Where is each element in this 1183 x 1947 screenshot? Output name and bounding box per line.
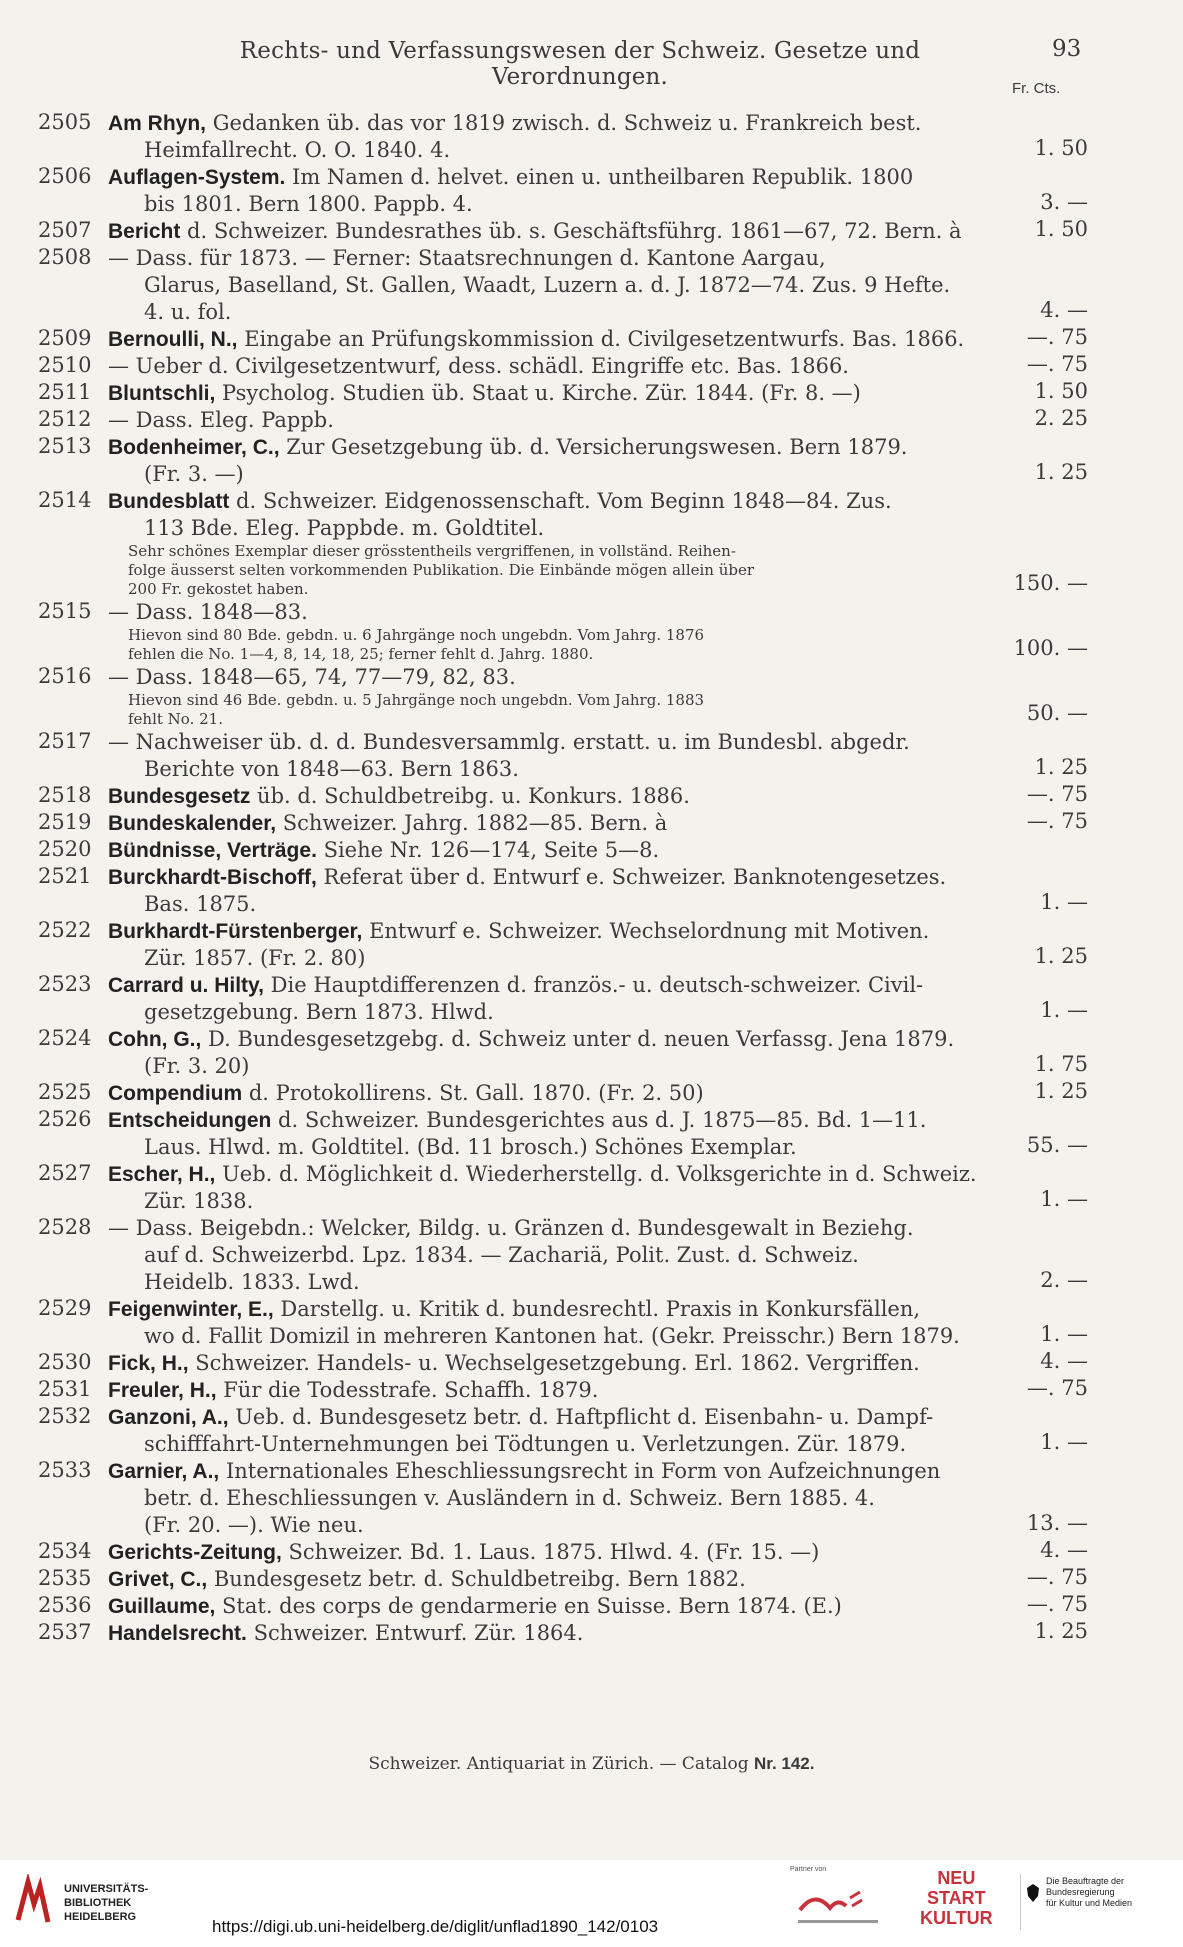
entry-line: [108, 1080, 1003, 1107]
catalog-entry: [0, 326, 1183, 353]
catalog-entry: [0, 810, 1183, 837]
entry-description: üb. d. Schuldbetreibg. u. Konkurs. 1886.: [250, 784, 690, 808]
entry-description: gesetzgebung. Bern 1873. Hlwd.: [144, 1000, 494, 1024]
entry-number: 2526: [38, 1107, 92, 1131]
entry-description: D. Bundesgesetzgebg. d. Schweiz unter d. neuen Verfassg. Jena 1879.: [201, 1027, 955, 1051]
entry-price: —. 75: [1026, 809, 1088, 833]
catalog-entry: [0, 837, 1183, 864]
entry-description: auf d. Schweizerbd. Lpz. 1834. — Zachariä, Polit. Zust. d. Schweiz.: [144, 1243, 859, 1267]
catalog-entry: [0, 380, 1183, 407]
entry-author: Compendium: [108, 1082, 243, 1105]
entry-price: 1. —: [1040, 890, 1088, 914]
entry-number: 2519: [38, 810, 92, 834]
entry-price: 1. 25: [1034, 944, 1088, 968]
entry-text: [108, 164, 1003, 218]
entry-text: [108, 664, 1003, 729]
entry-text: [108, 729, 1003, 783]
entry-text: [108, 488, 1003, 599]
entry-number: 2521: [38, 864, 92, 888]
entry-author: Bundeskalender,: [108, 812, 277, 835]
entry-description: betr. d. Eheschliessungen v. Ausländern in d. Schweiz. Bern 1885. 4.: [144, 1486, 875, 1510]
entry-description: — Nachweiser üb. d. d. Bundesversammlg. erstatt. u. im Bundesbl. abgedr.: [108, 730, 910, 754]
entry-author: Bodenheimer, C.,: [108, 436, 280, 459]
entry-text: [108, 972, 1003, 1026]
entry-number: 2523: [38, 972, 92, 996]
entry-text: [108, 1566, 1003, 1593]
entry-number: 2515: [38, 599, 92, 623]
entry-description: Zur Gesetzgebung üb. d. Versicherungswesen. Bern 1879.: [279, 435, 908, 459]
entry-author: Gerichts-Zeitung,: [108, 1541, 282, 1564]
catalog-entry: [0, 1080, 1183, 1107]
entry-description: Für die Todesstrafe. Schaffh. 1879.: [216, 1378, 599, 1402]
entry-number: 2505: [38, 110, 92, 134]
entry-number: 2514: [38, 488, 92, 512]
entry-line: [108, 191, 1003, 218]
entry-line: [108, 1188, 1003, 1215]
entry-line: [108, 1620, 1003, 1647]
entry-price: 1. 75: [1034, 1052, 1088, 1076]
entry-text: [108, 1161, 1003, 1215]
entry-line: [108, 110, 1003, 137]
entry-line: [108, 864, 1003, 891]
entry-description: Bas. 1875.: [144, 892, 257, 916]
entry-number: 2531: [38, 1377, 92, 1401]
entry-description: schifffahrt-Unternehmungen bei Tödtungen u. Verletzungen. Zür. 1879.: [144, 1432, 907, 1456]
catalog-entry: [0, 599, 1183, 664]
entry-number: 2506: [38, 164, 92, 188]
entry-line: [108, 664, 1003, 691]
entry-text: [108, 1215, 1003, 1296]
entry-price: 1. —: [1040, 998, 1088, 1022]
catalog-entry: [0, 164, 1183, 218]
entry-description: Zür. 1838.: [144, 1189, 254, 1213]
catalog-entry: [0, 1620, 1183, 1647]
page-number: 93: [1052, 36, 1082, 62]
entry-number: 2524: [38, 1026, 92, 1050]
catalog-entry: [0, 245, 1183, 326]
entry-line: [108, 353, 1003, 380]
entry-text: [108, 1350, 1003, 1377]
entry-line: [108, 461, 1003, 488]
entry-number: 2535: [38, 1566, 92, 1590]
entry-number: 2533: [38, 1458, 92, 1482]
entry-description: — Dass. Beigebdn.: Welcker, Bildg. u. Gränzen d. Bundesgewalt in Beziehg.: [108, 1216, 914, 1240]
entry-number: 2509: [38, 326, 92, 350]
entry-description: Eingabe an Prüfungskommission d. Civilgesetzentwurfs. Bas. 1866.: [237, 327, 965, 351]
entry-author: Grivet, C.,: [108, 1568, 208, 1591]
entry-description: (Fr. 3. —): [144, 462, 244, 486]
entry-text: [108, 1620, 1003, 1647]
entry-line: [108, 810, 1003, 837]
entry-text: [108, 1458, 1003, 1539]
entry-price: —. 75: [1026, 1565, 1088, 1589]
entry-text: [108, 326, 1003, 353]
entry-text: [108, 783, 1003, 810]
entry-description: Heimfallrecht. O. O. 1840. 4.: [144, 138, 451, 162]
entry-number: 2536: [38, 1593, 92, 1617]
entry-description: (Fr. 20. —). Wie neu.: [144, 1513, 364, 1537]
entry-number: 2522: [38, 918, 92, 942]
entry-price: 150. —: [1013, 571, 1088, 595]
entry-price: 3. —: [1040, 190, 1088, 214]
entry-line: [108, 1377, 1003, 1404]
entry-description: — Dass. 1848—83.: [108, 600, 308, 624]
entry-line: [108, 299, 1003, 326]
entry-line: [108, 137, 1003, 164]
entry-description: — Dass. 1848—65, 74, 77—79, 82, 83.: [108, 665, 516, 689]
catalog-entry: [0, 664, 1183, 729]
entry-line: [108, 999, 1003, 1026]
page-footer: [0, 1754, 1183, 1774]
federal-eagle-icon: [1024, 1882, 1042, 1904]
entry-line: [108, 1107, 1003, 1134]
entry-number: 2507: [38, 218, 92, 242]
footer-text: Schweizer. Antiquariat in Zürich. — Catalog: [368, 1754, 749, 1774]
entry-description: Glarus, Baselland, St. Gallen, Waadt, Luzern a. d. J. 1872—74. Zus. 9 Hefte.: [144, 273, 951, 297]
library-name[interactable]: UNIVERSITÄTS- BIBLIOTHEK HEIDELBERG: [64, 1883, 149, 1923]
catalog-entry: [0, 1026, 1183, 1080]
entry-line: [108, 1242, 1003, 1269]
entry-description: Entwurf e. Schweizer. Wechselordnung mit Motiven.: [362, 919, 930, 943]
entry-author: Am Rhyn,: [108, 112, 207, 135]
entry-line: [108, 1134, 1003, 1161]
entry-price: 50. —: [1026, 701, 1088, 725]
entry-author: Cohn, G.,: [108, 1028, 202, 1051]
entry-number: 2508: [38, 245, 92, 269]
entry-line: [108, 407, 1003, 434]
catalog-entry: [0, 1404, 1183, 1458]
entry-description: Internationales Eheschliessungsrecht in Form von Aufzeichnungen: [219, 1459, 941, 1483]
entry-price: 1. —: [1040, 1430, 1088, 1454]
entry-number: 2510: [38, 353, 92, 377]
entry-text: [108, 599, 1003, 664]
entry-line: [108, 1593, 1003, 1620]
entry-note: fehlt No. 21.: [128, 710, 223, 728]
entry-description: d. Schweizer. Bundesgerichtes aus d. J. 1875—85. Bd. 1—11.: [271, 1108, 927, 1132]
entry-number: 2537: [38, 1620, 92, 1644]
entry-line: [108, 1485, 1003, 1512]
neustart-kultur-logo[interactable]: NEU START KULTUR: [920, 1868, 993, 1928]
entry-author: Handelsrecht.: [108, 1622, 247, 1645]
entry-description: — Dass. Eleg. Pappb.: [108, 408, 334, 432]
entry-description: d. Protokollirens. St. Gall. 1870. (Fr. 2. 50): [242, 1081, 704, 1105]
entry-text: [108, 1080, 1003, 1107]
catalog-entry: [0, 488, 1183, 599]
entry-line: [108, 945, 1003, 972]
entry-price: 1. 25: [1034, 460, 1088, 484]
entry-text: [108, 110, 1003, 164]
entry-description: Schweizer. Jahrg. 1882—85. Bern. à: [276, 811, 668, 835]
entry-description: Zür. 1857. (Fr. 2. 80): [144, 946, 366, 970]
entry-price: —. 75: [1026, 1592, 1088, 1616]
entry-line: [108, 1512, 1003, 1539]
entry-number: 2528: [38, 1215, 92, 1239]
entry-line: [108, 1269, 1003, 1296]
entry-text: [108, 1026, 1003, 1080]
entry-price: 1. —: [1040, 1187, 1088, 1211]
catalog-entry: [0, 1458, 1183, 1539]
entry-author: Bundesgesetz: [108, 785, 251, 808]
entry-price: 2. 25: [1034, 406, 1088, 430]
entry-description: Schweizer. Handels- u. Wechselgesetzgebung. Erl. 1862. Vergriffen.: [188, 1351, 920, 1375]
entry-line: [108, 1404, 1003, 1431]
entry-description: bis 1801. Bern 1800. Pappb. 4.: [144, 192, 473, 216]
currency-column-label: Fr. Cts.: [1012, 80, 1061, 97]
footer-catalog-number: Nr. 142.: [754, 1754, 815, 1773]
entry-description: Die Hauptdifferenzen d. französ.- u. deutsch-schweizer. Civil-: [263, 973, 924, 997]
entry-price: 4. —: [1040, 1538, 1088, 1562]
entry-line: [108, 1350, 1003, 1377]
catalog-entry: [0, 407, 1183, 434]
entry-author: Bluntschli,: [108, 382, 216, 405]
entry-line: [108, 326, 1003, 353]
entry-description: Berichte von 1848—63. Bern 1863.: [144, 757, 519, 781]
entry-author: Escher, H.,: [108, 1163, 216, 1186]
entry-line: [108, 599, 1003, 626]
entry-author: Guillaume,: [108, 1595, 216, 1618]
entry-text: [108, 1593, 1003, 1620]
entry-author: Feigenwinter, E.,: [108, 1298, 274, 1321]
entry-line: [108, 756, 1003, 783]
catalog-entry: [0, 1566, 1183, 1593]
entry-price: 1. —: [1040, 1322, 1088, 1346]
entry-line: [108, 837, 1003, 864]
entry-text: [108, 1377, 1003, 1404]
entry-text: [108, 1107, 1003, 1161]
entry-price: 13. —: [1026, 1511, 1088, 1535]
entry-text: [108, 837, 1003, 864]
entry-price: 4. —: [1040, 298, 1088, 322]
catalog-entry: [0, 1107, 1183, 1161]
entry-line: [108, 891, 1003, 918]
entry-price: 1. 25: [1034, 1079, 1088, 1103]
entry-number: 2525: [38, 1080, 92, 1104]
entry-description: 4. u. fol.: [144, 300, 232, 324]
entry-author: Burkhardt-Fürstenberger,: [108, 920, 363, 943]
partner-label: Partner von: [790, 1866, 827, 1873]
entry-text: [108, 407, 1003, 434]
entry-line: [108, 1026, 1003, 1053]
entry-description: Ueb. d. Möglichkeit d. Wiederherstellg. d. Volksgerichte in d. Schweiz.: [215, 1162, 977, 1186]
catalog-entries: [0, 110, 1183, 1647]
entry-note: 200 Fr. gekostet haben.: [128, 580, 309, 598]
entry-text: [108, 864, 1003, 918]
entry-text: [108, 810, 1003, 837]
entry-number: 2534: [38, 1539, 92, 1563]
catalog-entry: [0, 218, 1183, 245]
entry-text: [108, 1404, 1003, 1458]
entry-price: 4. —: [1040, 1349, 1088, 1373]
entry-text: [108, 353, 1003, 380]
catalog-entry: [0, 1593, 1183, 1620]
entry-text: [108, 918, 1003, 972]
entry-author: Auflagen-System.: [108, 166, 286, 189]
entry-price: —. 75: [1026, 325, 1088, 349]
page-header: Rechts- und Verfassungswesen der Schweiz. Gesetze und Verordnungen.: [239, 38, 921, 90]
catalog-entry: [0, 1215, 1183, 1296]
entry-author: Bernoulli, N.,: [108, 328, 238, 351]
dfg-logo-icon[interactable]: [790, 1880, 890, 1930]
catalog-entry: [0, 783, 1183, 810]
entry-number: 2511: [38, 380, 92, 404]
catalog-entry: [0, 1377, 1183, 1404]
catalog-entry: [0, 1539, 1183, 1566]
entry-text: [108, 218, 1003, 245]
catalog-entry: [0, 434, 1183, 488]
entry-description: Schweizer. Entwurf. Zür. 1864.: [246, 1621, 584, 1645]
entry-note: Hievon sind 80 Bde. gebdn. u. 6 Jahrgänge noch ungebdn. Vom Jahrg. 1876: [128, 626, 705, 644]
catalog-entry: [0, 729, 1183, 783]
entry-text: [108, 1539, 1003, 1566]
entry-number: 2527: [38, 1161, 92, 1185]
entry-description: d. Schweizer. Bundesrathes üb. s. Geschäftsführg. 1861—67, 72. Bern. à: [180, 219, 962, 243]
entry-description: 113 Bde. Eleg. Pappbde. m. Goldtitel.: [144, 516, 545, 540]
entry-author: Entscheidungen: [108, 1109, 272, 1132]
entry-price: 100. —: [1013, 636, 1088, 660]
entry-description: Ueb. d. Bundesgesetz betr. d. Haftpflicht d. Eisenbahn- u. Dampf-: [228, 1405, 934, 1429]
catalog-entry: [0, 1350, 1183, 1377]
permalink-url[interactable]: https://digi.ub.uni-heidelberg.de/diglit/unflad1890_142/0103: [212, 1917, 659, 1936]
entry-line: [108, 1053, 1003, 1080]
entry-description: Siehe Nr. 126—174, Seite 5—8.: [316, 838, 660, 862]
entry-description: Bundesgesetz betr. d. Schuldbetreibg. Bern 1882.: [207, 1567, 746, 1591]
entry-description: — Ueber d. Civilgesetzentwurf, dess. schädl. Eingriffe etc. Bas. 1866.: [108, 354, 849, 378]
entry-price: —. 75: [1026, 782, 1088, 806]
catalog-entry: [0, 972, 1183, 1026]
entry-number: 2518: [38, 783, 92, 807]
entry-description: Heidelb. 1833. Lwd.: [144, 1270, 360, 1294]
entry-price: 1. 50: [1034, 136, 1088, 160]
entry-text: [108, 245, 1003, 326]
entry-line: [108, 245, 1003, 272]
entry-author: Bündnisse, Verträge.: [108, 839, 317, 862]
entry-price: 55. —: [1026, 1133, 1088, 1157]
entry-note: folge äusserst selten vorkommenden Publikation. Die Einbände mögen allein über: [128, 561, 755, 579]
entry-author: Burckhardt-Bischoff,: [108, 866, 317, 889]
entry-line: [108, 1431, 1003, 1458]
entry-price: 1. 25: [1034, 1619, 1088, 1643]
entry-price: —. 75: [1026, 352, 1088, 376]
entry-price: —. 75: [1026, 1376, 1088, 1400]
entry-number: 2532: [38, 1404, 92, 1428]
catalog-entry: [0, 110, 1183, 164]
entry-author: Garnier, A.,: [108, 1460, 220, 1483]
entry-price: 1. 50: [1034, 217, 1088, 241]
entry-price: 1. 25: [1034, 755, 1088, 779]
entry-number: 2529: [38, 1296, 92, 1320]
entry-description: Referat über d. Entwurf e. Schweizer. Banknotengesetzes.: [316, 865, 947, 889]
entry-line: [108, 434, 1003, 461]
entry-description: — Dass. für 1873. — Ferner: Staatsrechnungen d. Kantone Aargau,: [108, 246, 826, 270]
entry-author: Fick, H.,: [108, 1352, 189, 1375]
entry-number: 2517: [38, 729, 92, 753]
catalog-entry: [0, 864, 1183, 918]
entry-text: [108, 380, 1003, 407]
entry-description: Laus. Hlwd. m. Goldtitel. (Bd. 11 brosch.) Schönes Exemplar.: [144, 1135, 797, 1159]
entry-price: 1. 50: [1034, 379, 1088, 403]
entry-line: [108, 1458, 1003, 1485]
entry-number: 2516: [38, 664, 92, 688]
entry-line: [108, 1161, 1003, 1188]
entry-line: [108, 218, 1003, 245]
entry-line: [108, 918, 1003, 945]
catalog-entry: [0, 1161, 1183, 1215]
entry-number: 2520: [38, 837, 92, 861]
entry-line: [108, 515, 1003, 542]
entry-author: Bundesblatt: [108, 490, 230, 513]
entry-line: [108, 164, 1003, 191]
entry-note: Hievon sind 46 Bde. gebdn. u. 5 Jahrgänge noch ungebdn. Vom Jahrg. 1883: [128, 691, 705, 709]
entry-number: 2512: [38, 407, 92, 431]
entry-description: Psycholog. Studien üb. Staat u. Kirche. Zür. 1844. (Fr. 8. —): [215, 381, 861, 405]
entry-line: [108, 272, 1003, 299]
entry-description: Gedanken üb. das vor 1819 zwisch. d. Schweiz u. Frankreich best.: [206, 111, 922, 135]
entry-line: [108, 1566, 1003, 1593]
catalog-entry: [0, 1296, 1183, 1350]
entry-description: d. Schweizer. Eidgenossenschaft. Vom Beginn 1848—84. Zus.: [229, 489, 892, 513]
entry-text: [108, 434, 1003, 488]
entry-note: Sehr schönes Exemplar dieser grösstentheils vergriffenen, in vollständ. Reihen-: [128, 542, 736, 560]
entry-description: Darstellg. u. Kritik d. bundesrechtl. Praxis in Konkursfällen,: [273, 1297, 921, 1321]
entry-line: [108, 488, 1003, 515]
entry-line: [108, 1323, 1003, 1350]
entry-description: Im Namen d. helvet. einen u. untheilbaren Republik. 1800: [285, 165, 914, 189]
catalog-entry: [0, 918, 1183, 972]
entry-line: [108, 1296, 1003, 1323]
entry-line: [108, 1539, 1003, 1566]
entry-line: [108, 380, 1003, 407]
entry-number: 2513: [38, 434, 92, 458]
entry-description: wo d. Fallit Domizil in mehreren Kantonen hat. (Gekr. Preisschr.) Bern 1879.: [144, 1324, 960, 1348]
entry-price: 2. —: [1040, 1268, 1088, 1292]
entry-note: fehlen die No. 1—4, 8, 14, 18, 25; ferner fehlt d. Jahrg. 1880.: [128, 645, 594, 663]
entry-line: [108, 729, 1003, 756]
catalog-entry: [0, 353, 1183, 380]
bkm-logo-text[interactable]: Die Beauftragte der Bundesregierung für Kultur und Medien: [1046, 1876, 1133, 1908]
entry-text: [108, 1296, 1003, 1350]
entry-line: [108, 783, 1003, 810]
entry-author: Bericht: [108, 220, 181, 243]
entry-description: (Fr. 3. 20): [144, 1054, 250, 1078]
entry-author: Ganzoni, A.,: [108, 1406, 229, 1429]
entry-description: Stat. des corps de gendarmerie en Suisse. Bern 1874. (E.): [215, 1594, 842, 1618]
entry-description: Schweizer. Bd. 1. Laus. 1875. Hlwd. 4. (Fr. 15. —): [281, 1540, 820, 1564]
entry-author: Freuler, H.,: [108, 1379, 217, 1402]
entry-line: [108, 1215, 1003, 1242]
entry-line: [108, 972, 1003, 999]
entry-author: Carrard u. Hilty,: [108, 974, 264, 997]
entry-number: 2530: [38, 1350, 92, 1374]
